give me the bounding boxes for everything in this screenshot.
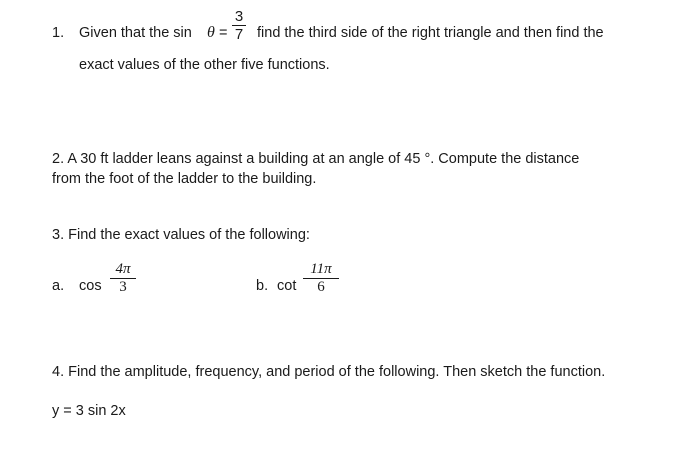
- q3b-fraction: [303, 262, 339, 295]
- q3a-fraction: [110, 262, 136, 295]
- q2-line2: from the foot of the ladder to the building.: [52, 171, 317, 187]
- q3-heading: 3. Find the exact values of the following:: [52, 227, 310, 243]
- q1-fraction: [232, 9, 246, 42]
- q4-function: y = 3 sin 2x: [52, 403, 126, 419]
- q1-line2: exact values of the other five functions.: [79, 57, 330, 73]
- q1-lead-text: Given that the sin: [79, 25, 192, 41]
- q3a-label: a.: [52, 278, 65, 294]
- q1-number: 1.: [52, 25, 65, 41]
- q3a-func: cos: [79, 278, 102, 294]
- q1-theta: θ: [207, 24, 215, 41]
- q3a-fraction-numerator: 4π: [115, 261, 131, 277]
- q1-fraction-numerator: 3: [234, 8, 244, 25]
- q2-line1: 2. A 30 ft ladder leans against a building at an angle of 45 °. Compute the distance: [52, 151, 580, 167]
- q1-trail-text: find the third side of the right triangle and then find the: [257, 25, 604, 41]
- q4-heading: 4. Find the amplitude, frequency, and period of the following. Then sketch the function.: [52, 364, 606, 380]
- q3a-fraction-denominator: 3: [119, 279, 127, 295]
- q3b-fraction-denominator: 6: [317, 279, 325, 295]
- q3b-fraction-numerator: 11π: [310, 261, 332, 277]
- q3b-func: cot: [277, 278, 297, 294]
- q1-equals: =: [219, 25, 228, 41]
- q1-fraction-denominator: 7: [234, 26, 244, 43]
- q3b-label: b.: [256, 278, 269, 294]
